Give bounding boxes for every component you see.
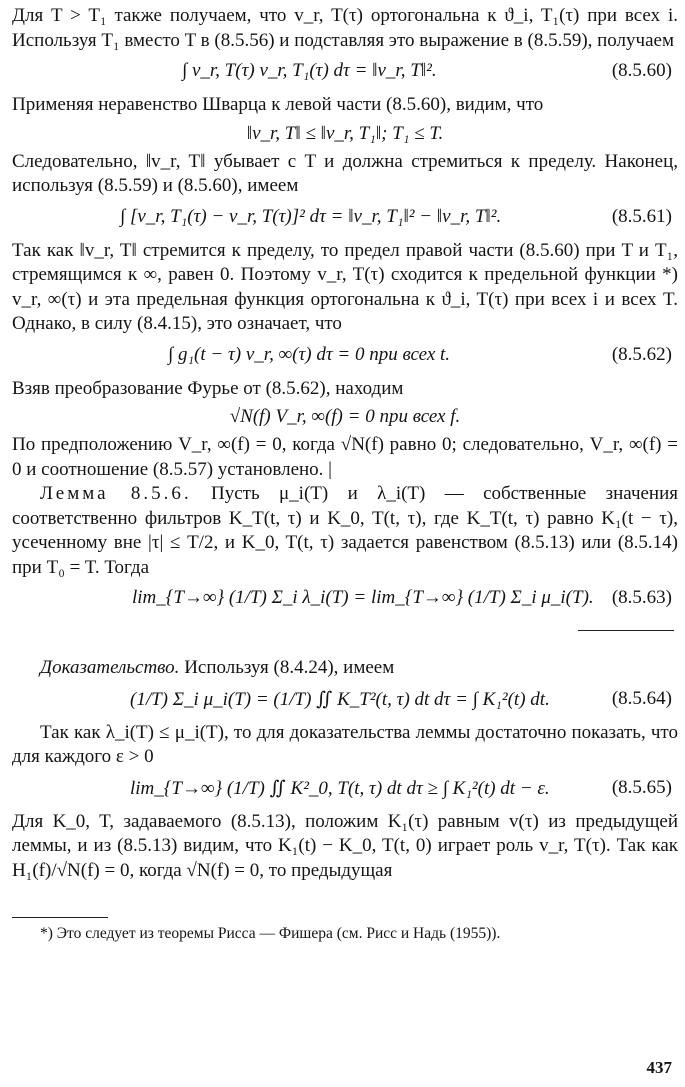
end-of-lemma-spacer — [12, 620, 678, 656]
equation-8-5-62 — [12, 337, 678, 377]
equation-number: (8.5.63) — [611, 587, 672, 608]
equation-number: (8.5.60) — [611, 60, 672, 81]
equation-8-5-63 — [12, 580, 678, 620]
equation-number: (8.5.65) — [611, 776, 672, 798]
equation-number: (8.5.62) — [611, 343, 672, 365]
equation-8-5-61 — [12, 199, 678, 239]
equation-8-5-65 — [12, 770, 678, 810]
footnote: *) Это следует из теоремы Рисса — Фишера (см. Рисс и Надь (1955)). — [40, 925, 501, 942]
equation-number: (8.5.61) — [611, 205, 672, 227]
lemma-text: Пусть μ_i(T) и λ_i(T) — собственные значения соответственно фильтров K_T(t, τ) и K_0, T(t, τ), где K_T(t, τ) равно K₁(t − τ), усеченному вне |τ| ≤ T/2, и K_0, T(t, τ) задается равенством (8.5.13) или (8.5.14) при T₀ = T. Тогда — [12, 483, 679, 578]
paragraph: Для K_0, T, задаваемого (8.5.13), положим K₁(τ) равным v(τ) из предыдущей леммы, и из (8.5.13) видим, что K₁(t) − K_0, T(t, 0) играет роль v_r, T(τ). Так как H₁(f)/√N(f) = 0, когда √N(f) = 0, то предыдущая — [12, 810, 678, 881]
paragraph: Взяв преобразование Фурье от (8.5.62), находим — [12, 377, 404, 399]
equation-number: (8.5.64) — [611, 687, 672, 709]
paragraph: Так как λ_i(T) ≤ μ_i(T), то для доказательства леммы достаточно показать, что для каждого ε > 0 — [12, 721, 678, 767]
equation-formula: (1/T) Σ_i μ_i(T) = (1/T) ∬ K_T²(t, τ) dt dτ = ∫ K₁²(t) dt. — [130, 688, 550, 710]
fourier-equation: √N(f) V_r, ∞(f) = 0 при всех f. — [229, 406, 461, 427]
equation-formula: ∫ [v_r, T₁(τ) − v_r, T(τ)]² dτ = ‖v_r, T₁‖² − ‖v_r, T‖². — [120, 205, 502, 227]
proof-paragraph — [12, 656, 678, 681]
equation-8-5-64 — [12, 681, 678, 721]
paragraph: Применяя неравенство Шварца к левой части (8.5.60), видим, что — [12, 94, 544, 115]
equation-formula: ∫ g₁(t − τ) v_r, ∞(τ) dτ = 0 при всех t. — [168, 343, 451, 365]
footnote-rule — [12, 917, 108, 918]
book-page — [12, 4, 678, 1082]
lemma-paragraph — [12, 482, 678, 580]
paragraph: Следовательно, ‖v_r, T‖ убывает с T и должна стремиться к пределу. Наконец, используя (8.5.59) и (8.5.60), имеем — [12, 150, 678, 196]
footnote-spacer — [12, 883, 678, 917]
proof-text: Используя (8.4.24), имеем — [184, 657, 395, 678]
page-number: 437 — [646, 1058, 672, 1077]
paragraph: Для T > T₁ также получаем, что v_r, T(τ) ортогональна к ϑ_i, T₁(τ) при всех i. Используя T₁ вместо T в (8.5.56) и подставляя это выражение в (8.5.59), получаем — [12, 5, 678, 51]
equation-8-5-60 — [12, 53, 678, 93]
paragraph: Так как ‖v_r, T‖ стремится к пределу, то предел правой части (8.5.60) при T и T₁, стремящимся к ∞, равен 0. Поэтому v_r, T(τ) сходится к предельной функции *) v_r, ∞(τ) и эта предельная функция ортогональна к ϑ_i, T(τ) при всех i и всех T. Однако, в силу (8.4.15), это означает, что — [12, 239, 678, 334]
equation-formula: ∫ v_r, T(τ) v_r, T₁(τ) dτ = ‖v_r, T‖². — [182, 60, 437, 81]
schwarz-inequality: ‖v_r, T‖ ≤ ‖v_r, T₁‖; T₁ ≤ T. — [246, 122, 444, 144]
equation-formula: lim_{T→∞} (1/T) Σ_i λ_i(T) = lim_{T→∞} (1/T) Σ_i μ_i(T). — [132, 587, 594, 608]
end-of-lemma-rule — [578, 630, 674, 631]
lemma-label: Лемма 8.5.6. — [40, 483, 192, 504]
proof-label: Доказательство. — [40, 657, 180, 678]
equation-formula: lim_{T→∞} (1/T) ∬ K²_0, T(t, τ) dt dτ ≥ ∫ K₁²(t) dt − ε. — [130, 777, 550, 799]
paragraph: По предположению V_r, ∞(f) = 0, когда √N(f) равно 0; следовательно, V_r, ∞(f) = 0 и соотношение (8.5.57) установлено. | — [12, 434, 678, 480]
